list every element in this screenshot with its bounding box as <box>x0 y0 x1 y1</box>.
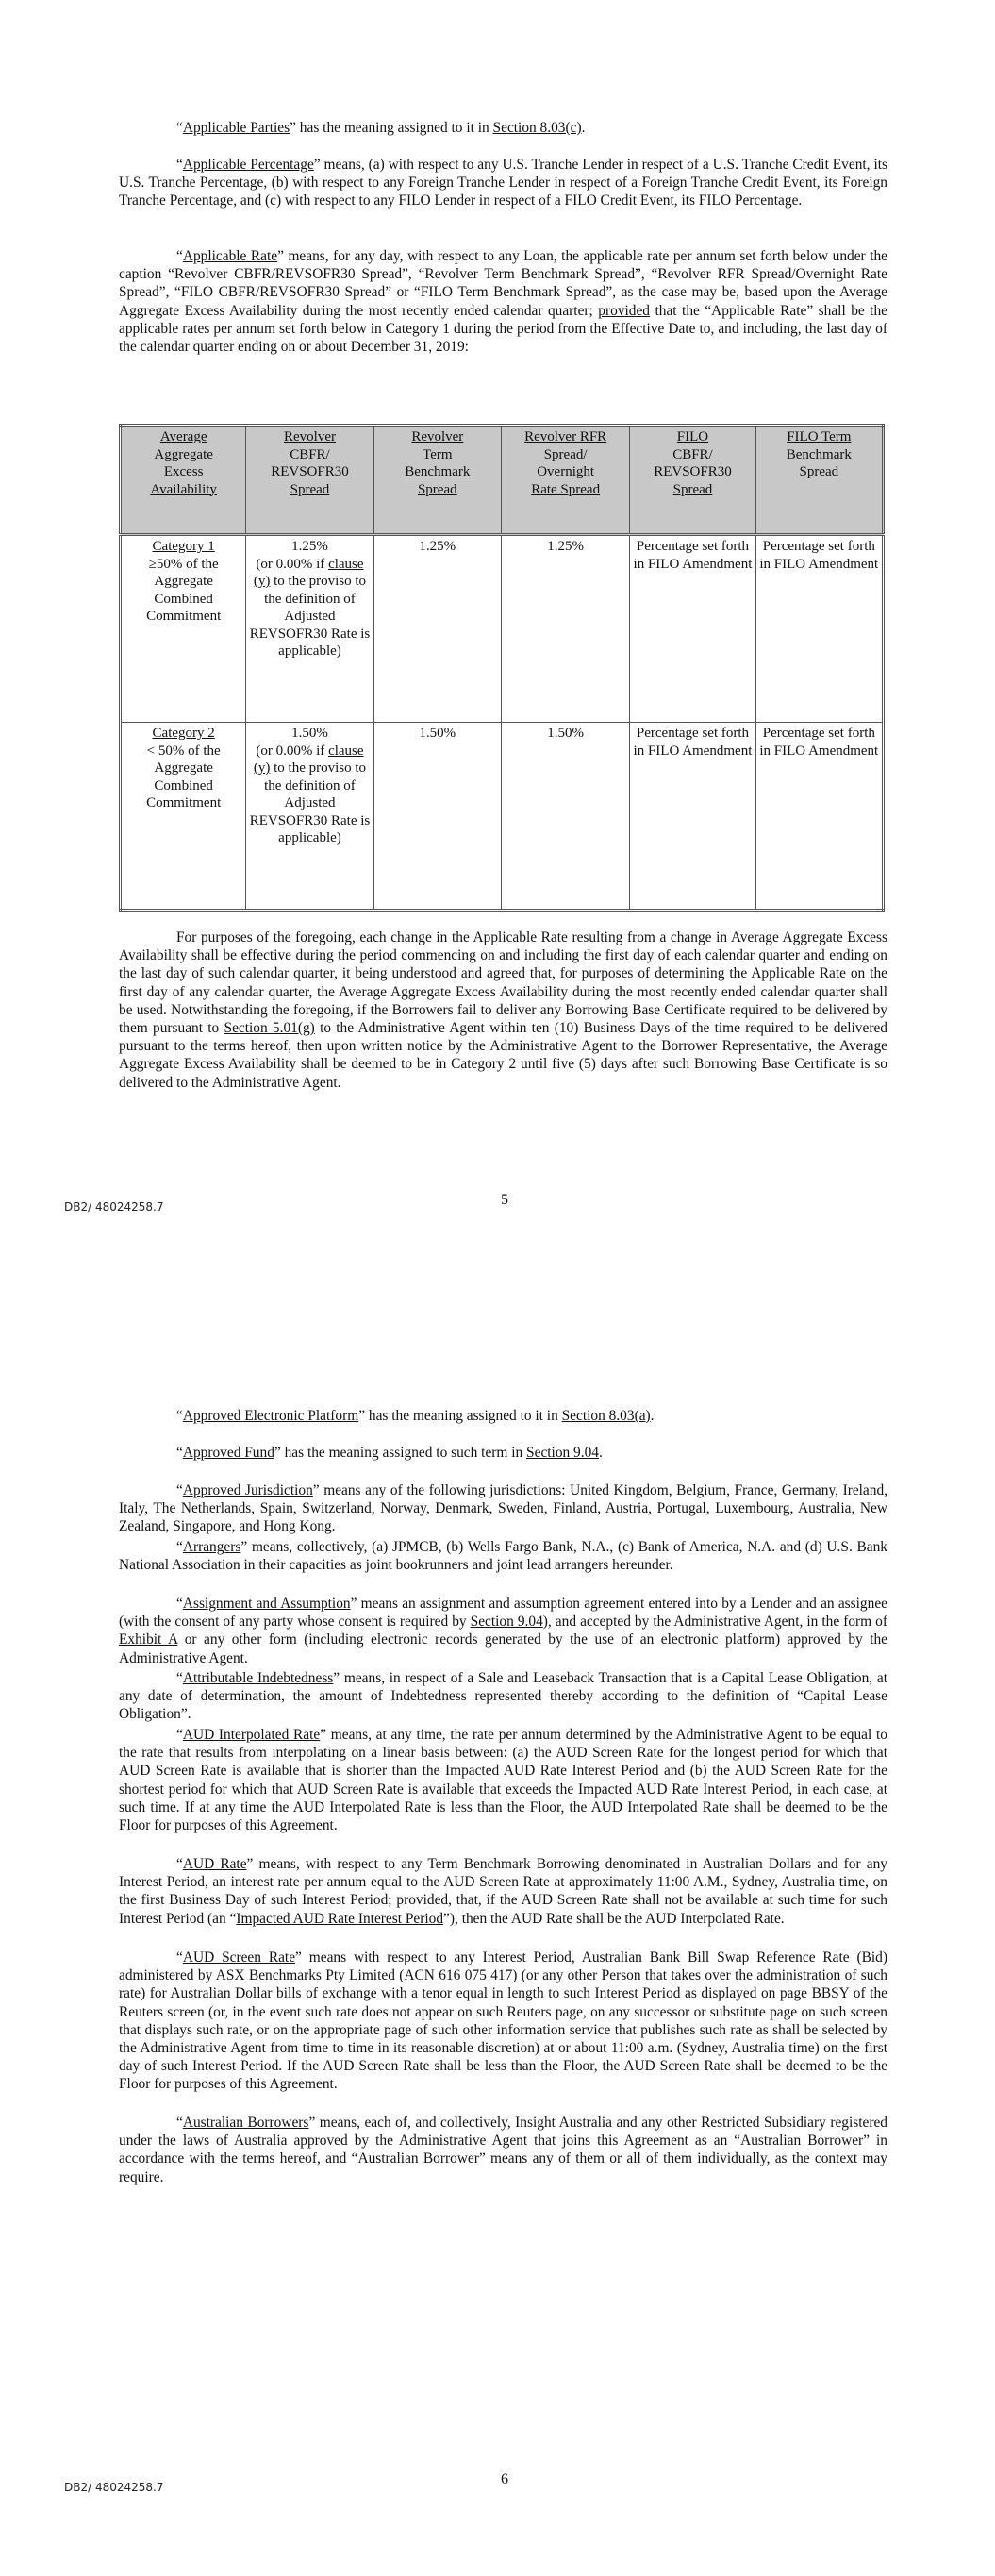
defined-term: Assignment and Assumption <box>182 1596 351 1612</box>
rfr-spread-cell: 1.25% <box>501 535 629 723</box>
page-6 <box>0 1288 995 2576</box>
section-reference: Section 8.03(a) <box>561 1408 651 1424</box>
category-cell: Category 2 < 50% of the Aggregate Combined Commitment <box>121 723 246 911</box>
section-reference: Section 5.01(g) <box>224 1020 315 1037</box>
defined-term: Attributable Indebtedness <box>182 1670 334 1686</box>
definition-assignment-and-assumption: “Assignment and Assumption” means an assignment and assumption agreement entered into by a Lender and an assignee (with the consent of any party whose consent is required by Section 9.04), and accepted by the Administrative Agent, in the form of Exhibit A or any other form (including electronic records generated by the use of an electronic platform) approved by the Administrative Agent. <box>119 1596 888 1666</box>
header-revolver-rfr-spread: Revolver RFR Spread/ Overnight Rate Spread <box>501 426 629 535</box>
defined-term: Approved Fund <box>182 1445 274 1461</box>
definition-aud-rate: “AUD Rate” means, with respect to any Term Benchmark Borrowing denominated in Australian Dollars and for any Interest Period, an interest rate per annum equal to the AUD Screen Rate at approximately 11:00 A.M., Sydney, Australia time, on the first Business Day of such Interest Period; provided, that, if the AUD Screen Rate shall not be available at such time for such Interest Period (an “Impacted AUD Rate Interest Period”), then the AUD Rate shall be the AUD Interpolated Rate. <box>119 1856 887 1927</box>
defined-term: Arrangers <box>182 1539 241 1555</box>
definition-aud-screen-rate: “AUD Screen Rate” means with respect to any Interest Period, Australian Bank Bill Swap Reference Rate (Bid) administered by ASX Benchmarks Pty Limited (ACN 616 075 417) (or any other Person that takes over the administration of such rate) for Australian Dollar bills of exchange with a tenor equal in length to such Interest Period as displayed on page BBSY of the Reuters screen (or, in the event such rate does not appear on such Reuters page, on any successor or substitute page on such screen that displays such rate, or on the appropriate page of such other information service that publishes such rate as shall be selected by the Administrative Agent from time to time in its reasonable discretion) at or about 11:00 a.m. (Sydney, Australia time) on the first day of such Interest Period. If the AUD Screen Rate shall be less than the Floor, the AUD Screen Rate shall be deemed to be the Floor for purposes of this Agreement. <box>119 1949 887 2093</box>
table-row <box>121 723 884 911</box>
filo-term-spread-cell: Percentage set forth in FILO Amendment <box>755 723 883 911</box>
filo-term-spread-cell: Percentage set forth in FILO Amendment <box>755 535 883 723</box>
defined-term: AUD Interpolated Rate <box>182 1727 321 1743</box>
page-number: 5 <box>501 1192 508 1208</box>
defined-term: AUD Rate <box>182 1856 247 1872</box>
applicable-rate-table <box>119 424 885 912</box>
category-cell: Category 1 ≥50% of the Aggregate Combined Commitment <box>121 535 246 723</box>
filo-cbfr-spread-cell: Percentage set forth in FILO Amendment <box>630 723 755 911</box>
cbfr-spread-cell: 1.50% (or 0.00% if clause (y) to the proviso to the definition of Adjusted REVSOFR30 Rate is applicable) <box>246 723 373 911</box>
section-reference: Section 9.04 <box>526 1445 599 1461</box>
filo-cbfr-spread-cell: Percentage set forth in FILO Amendment <box>630 535 755 723</box>
page-number: 6 <box>501 2471 508 2487</box>
definition-applicable-percentage: “Applicable Percentage” means, (a) with respect to any U.S. Tranche Lender in respect of a U.S. Tranche Credit Event, its U.S. Tranche Percentage, (b) with respect to any Foreign Tranche Lender in respect of a Foreign Tranche Credit Event, its Foreign Tranche Percentage, and (c) with respect to any FILO Lender in respect of a FILO Credit Event, its FILO Percentage. <box>119 157 887 209</box>
defined-term-inline: Impacted AUD Rate Interest Period <box>236 1910 444 1927</box>
exhibit-reference: Exhibit A <box>119 1631 178 1648</box>
term-benchmark-spread-cell: 1.25% <box>373 535 501 723</box>
rfr-spread-cell: 1.50% <box>501 723 629 911</box>
section-reference: Section 9.04 <box>470 1614 543 1631</box>
paragraph-foregoing: For purposes of the foregoing, each change in the Applicable Rate resulting from a change in Average Aggregate Excess Availability shall be effective during the period commencing on and including the first day of each calendar quarter and ending on the last day of such calendar quarter, it being understood and agreed that, for purposes of determining the Applicable Rate on the first day of any calendar quarter, the Average Aggregate Excess Availability during the most recently ended calendar quarter shall be used. Notwithstanding the foregoing, if the Borrowers fail to deliver any Borrowing Base Certificate required to be delivered by them pursuant to Section 5.01(g) to the Administrative Agent within ten (10) Business Days of the time required to be delivered pursuant to the terms hereof, then upon written notice by the Administrative Agent to the Borrower Representative, the Average Aggregate Excess Availability shall be deemed to be in Category 2 until five (5) days after such Borrowing Base Certificate is so delivered to the Administrative Agent. <box>119 929 887 1091</box>
table-row <box>121 535 884 723</box>
definition-arrangers: “Arrangers” means, collectively, (a) JPMCB, (b) Wells Fargo Bank, N.A., (c) Bank of America, N.A. and (d) U.S. Bank National Association in their capacities as joint bookrunners and joint lead arrangers hereunder. <box>119 1539 887 1574</box>
table-header-row <box>121 426 884 535</box>
section-reference: Section 8.03(c) <box>492 120 582 136</box>
document-id-footer: DB2/ 48024258.7 <box>64 1200 164 1213</box>
defined-term: Australian Borrowers <box>182 2115 309 2131</box>
defined-term: Applicable Percentage <box>182 157 314 173</box>
definition-approved-electronic-platform: “Approved Electronic Platform” has the meaning assigned to it in Section 8.03(a). <box>176 1408 655 1424</box>
header-average-aggregate-excess-availability: Average Aggregate Excess Availability <box>121 426 246 535</box>
definition-attributable-indebtedness: “Attributable Indebtedness” means, in respect of a Sale and Leaseback Transaction that is a Capital Lease Obligation, at any date of determination, the amount of Indebtedness represented thereby according to the definition of “Capital Lease Obligation”. <box>119 1670 887 1723</box>
cbfr-spread-cell: 1.25% (or 0.00% if clause (y) to the proviso to the definition of Adjusted REVSOFR30 Rate is applicable) <box>246 535 373 723</box>
header-filo-term-benchmark-spread: FILO Term Benchmark Spread <box>755 426 883 535</box>
defined-term: Approved Jurisdiction <box>182 1482 313 1498</box>
definition-australian-borrowers: “Australian Borrowers” means, each of, and collectively, Insight Australia and any other Restricted Subsidiary registered under the laws of Australia approved by the Administrative Agent that joins this Agreement as an “Australian Borrower” in accordance with the terms hereof, and “Australian Borrower” means any of them or all of them individually, as the context may require. <box>119 2115 887 2185</box>
header-filo-cbfr-spread: FILO CBFR/ REVSOFR30 Spread <box>630 426 755 535</box>
header-revolver-term-benchmark-spread: Revolver Term Benchmark Spread <box>373 426 501 535</box>
header-revolver-cbfr-spread: Revolver CBFR/ REVSOFR30 Spread <box>246 426 373 535</box>
document-id-footer: DB2/ 48024258.7 <box>64 2481 164 2494</box>
provided-keyword: provided <box>598 302 651 319</box>
definition-applicable-parties: “Applicable Parties” has the meaning assigned to it in Section 8.03(c). <box>176 120 586 136</box>
definition-approved-fund: “Approved Fund” has the meaning assigned to such term in Section 9.04. <box>176 1445 603 1461</box>
definition-aud-interpolated-rate: “AUD Interpolated Rate” means, at any time, the rate per annum determined by the Administrative Agent to be equal to the rate that results from interpolating on a linear basis between: (a) the AUD Screen Rate for the longest period for which that AUD Screen Rate is available that is shorter than the Impacted AUD Rate Interest Period and (b) the AUD Screen Rate for the shortest period for which that AUD Screen Rate is available that exceeds the Impacted AUD Rate Interest Period, in each case, at such time. If at any time the AUD Interpolated Rate is less than the Floor, the AUD Interpolated Rate shall be deemed to be the Floor for purposes of this Agreement. <box>119 1727 887 1834</box>
definition-applicable-rate: “Applicable Rate” means, for any day, with respect to any Loan, the applicable rate per annum set forth below under the caption “Revolver CBFR/REVSOFR30 Spread”, “Revolver Term Benchmark Spread”, “Revolver RFR Spread/Overnight Rate Spread”, “FILO CBFR/REVSOFR30 Spread” or “FILO Term Benchmark Spread”, as the case may be, based upon the Average Aggregate Excess Availability during the most recently ended calendar quarter; provided that the “Applicable Rate” shall be the applicable rates per annum set forth below in Category 1 during the period from the Effective Date to, and including, the last day of the calendar quarter ending on or about December 31, 2019: <box>119 248 887 356</box>
term-benchmark-spread-cell: 1.50% <box>373 723 501 911</box>
definition-approved-jurisdiction: “Approved Jurisdiction” means any of the following jurisdictions: United Kingdom, Belgium, France, Germany, Ireland, Italy, The Netherlands, Spain, Switzerland, Norway, Denmark, Sweden, Finland, Austria, Portugal, Luxembourg, Australia, New Zealand, Singapore, and Hong Kong. <box>119 1482 887 1535</box>
defined-term: Approved Electronic Platform <box>182 1408 359 1424</box>
defined-term: Applicable Rate <box>182 248 278 264</box>
defined-term: Applicable Parties <box>182 120 290 136</box>
defined-term: AUD Screen Rate <box>182 1949 296 1965</box>
